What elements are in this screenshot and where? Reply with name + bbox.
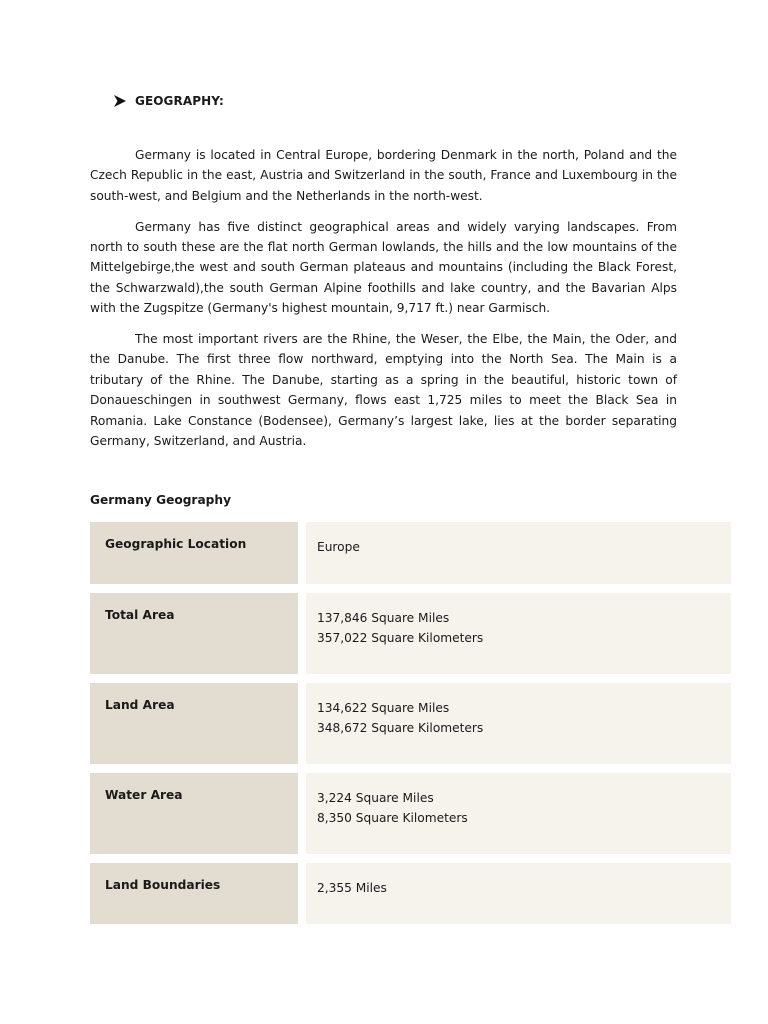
row-value xyxy=(306,773,731,854)
body-text xyxy=(90,145,677,462)
table-title: Germany Geography xyxy=(90,493,232,507)
section-heading-text: GEOGRAPHY: xyxy=(135,94,224,108)
row-label: Water Area xyxy=(90,773,298,854)
paragraph-landscapes: Germany has five distinct geographical areas and widely varying landscapes. From north to south these are the flat north German lowlands, the hills and the low mountains of the Mittelgebirge,the west and south German plateaus and mountains (including the Black Forest, the Schwarzwald),the south German Alpine foothills and lake country, and the Bavarian Alps with the Zugspitze (Germany's highest mountain, 9,717 ft.) near Garmisch. xyxy=(90,219,677,316)
paragraph-rivers: The most important rivers are the Rhine, the Weser, the Elbe, the Main, the Oder, and the Danube. The first three flow northward, emptying into the North Sea. The Main is a tributary of the Rhine. The Danube, starting as a spring in the beautiful, historic town of Donaueschingen in southwest Germany, flows east 1,725 miles to meet the Black Sea in Romania. Lake Constance (Bodensee), Germany’s largest lake, lies at the border separating Germany, Switzerland, and Austria. xyxy=(90,332,677,449)
table-row xyxy=(90,593,731,674)
value-line: 134,622 Square Miles xyxy=(317,701,450,715)
paragraph-location: Germany is located in Central Europe, bordering Denmark in the north, Poland and the Czech Republic in the east, Austria and Switzerland in the south, France and Luxembourg in the south-west, and Belgium and the Netherlands in the north-west. xyxy=(90,148,677,203)
row-label: Land Boundaries xyxy=(90,863,298,924)
table-row xyxy=(90,683,731,764)
table-row xyxy=(90,773,731,854)
value-line: 2,355 Miles xyxy=(317,881,387,895)
value-line: Europe xyxy=(317,540,360,554)
row-label: Land Area xyxy=(90,683,298,764)
value-line: 137,846 Square Miles xyxy=(317,611,450,625)
row-value xyxy=(306,683,731,764)
table-row xyxy=(90,863,731,924)
row-label: Geographic Location xyxy=(90,522,298,584)
section-heading xyxy=(113,94,224,108)
row-label: Total Area xyxy=(90,593,298,674)
arrow-bullet-icon xyxy=(113,94,127,108)
value-line: 3,224 Square Miles xyxy=(317,791,434,805)
value-line: 8,350 Square Kilometers xyxy=(317,811,468,825)
value-line: 357,022 Square Kilometers xyxy=(317,631,484,645)
row-value xyxy=(306,593,731,674)
row-value xyxy=(306,522,731,584)
table-row xyxy=(90,522,731,584)
row-value xyxy=(306,863,731,924)
geography-table xyxy=(90,522,731,933)
value-line: 348,672 Square Kilometers xyxy=(317,721,484,735)
